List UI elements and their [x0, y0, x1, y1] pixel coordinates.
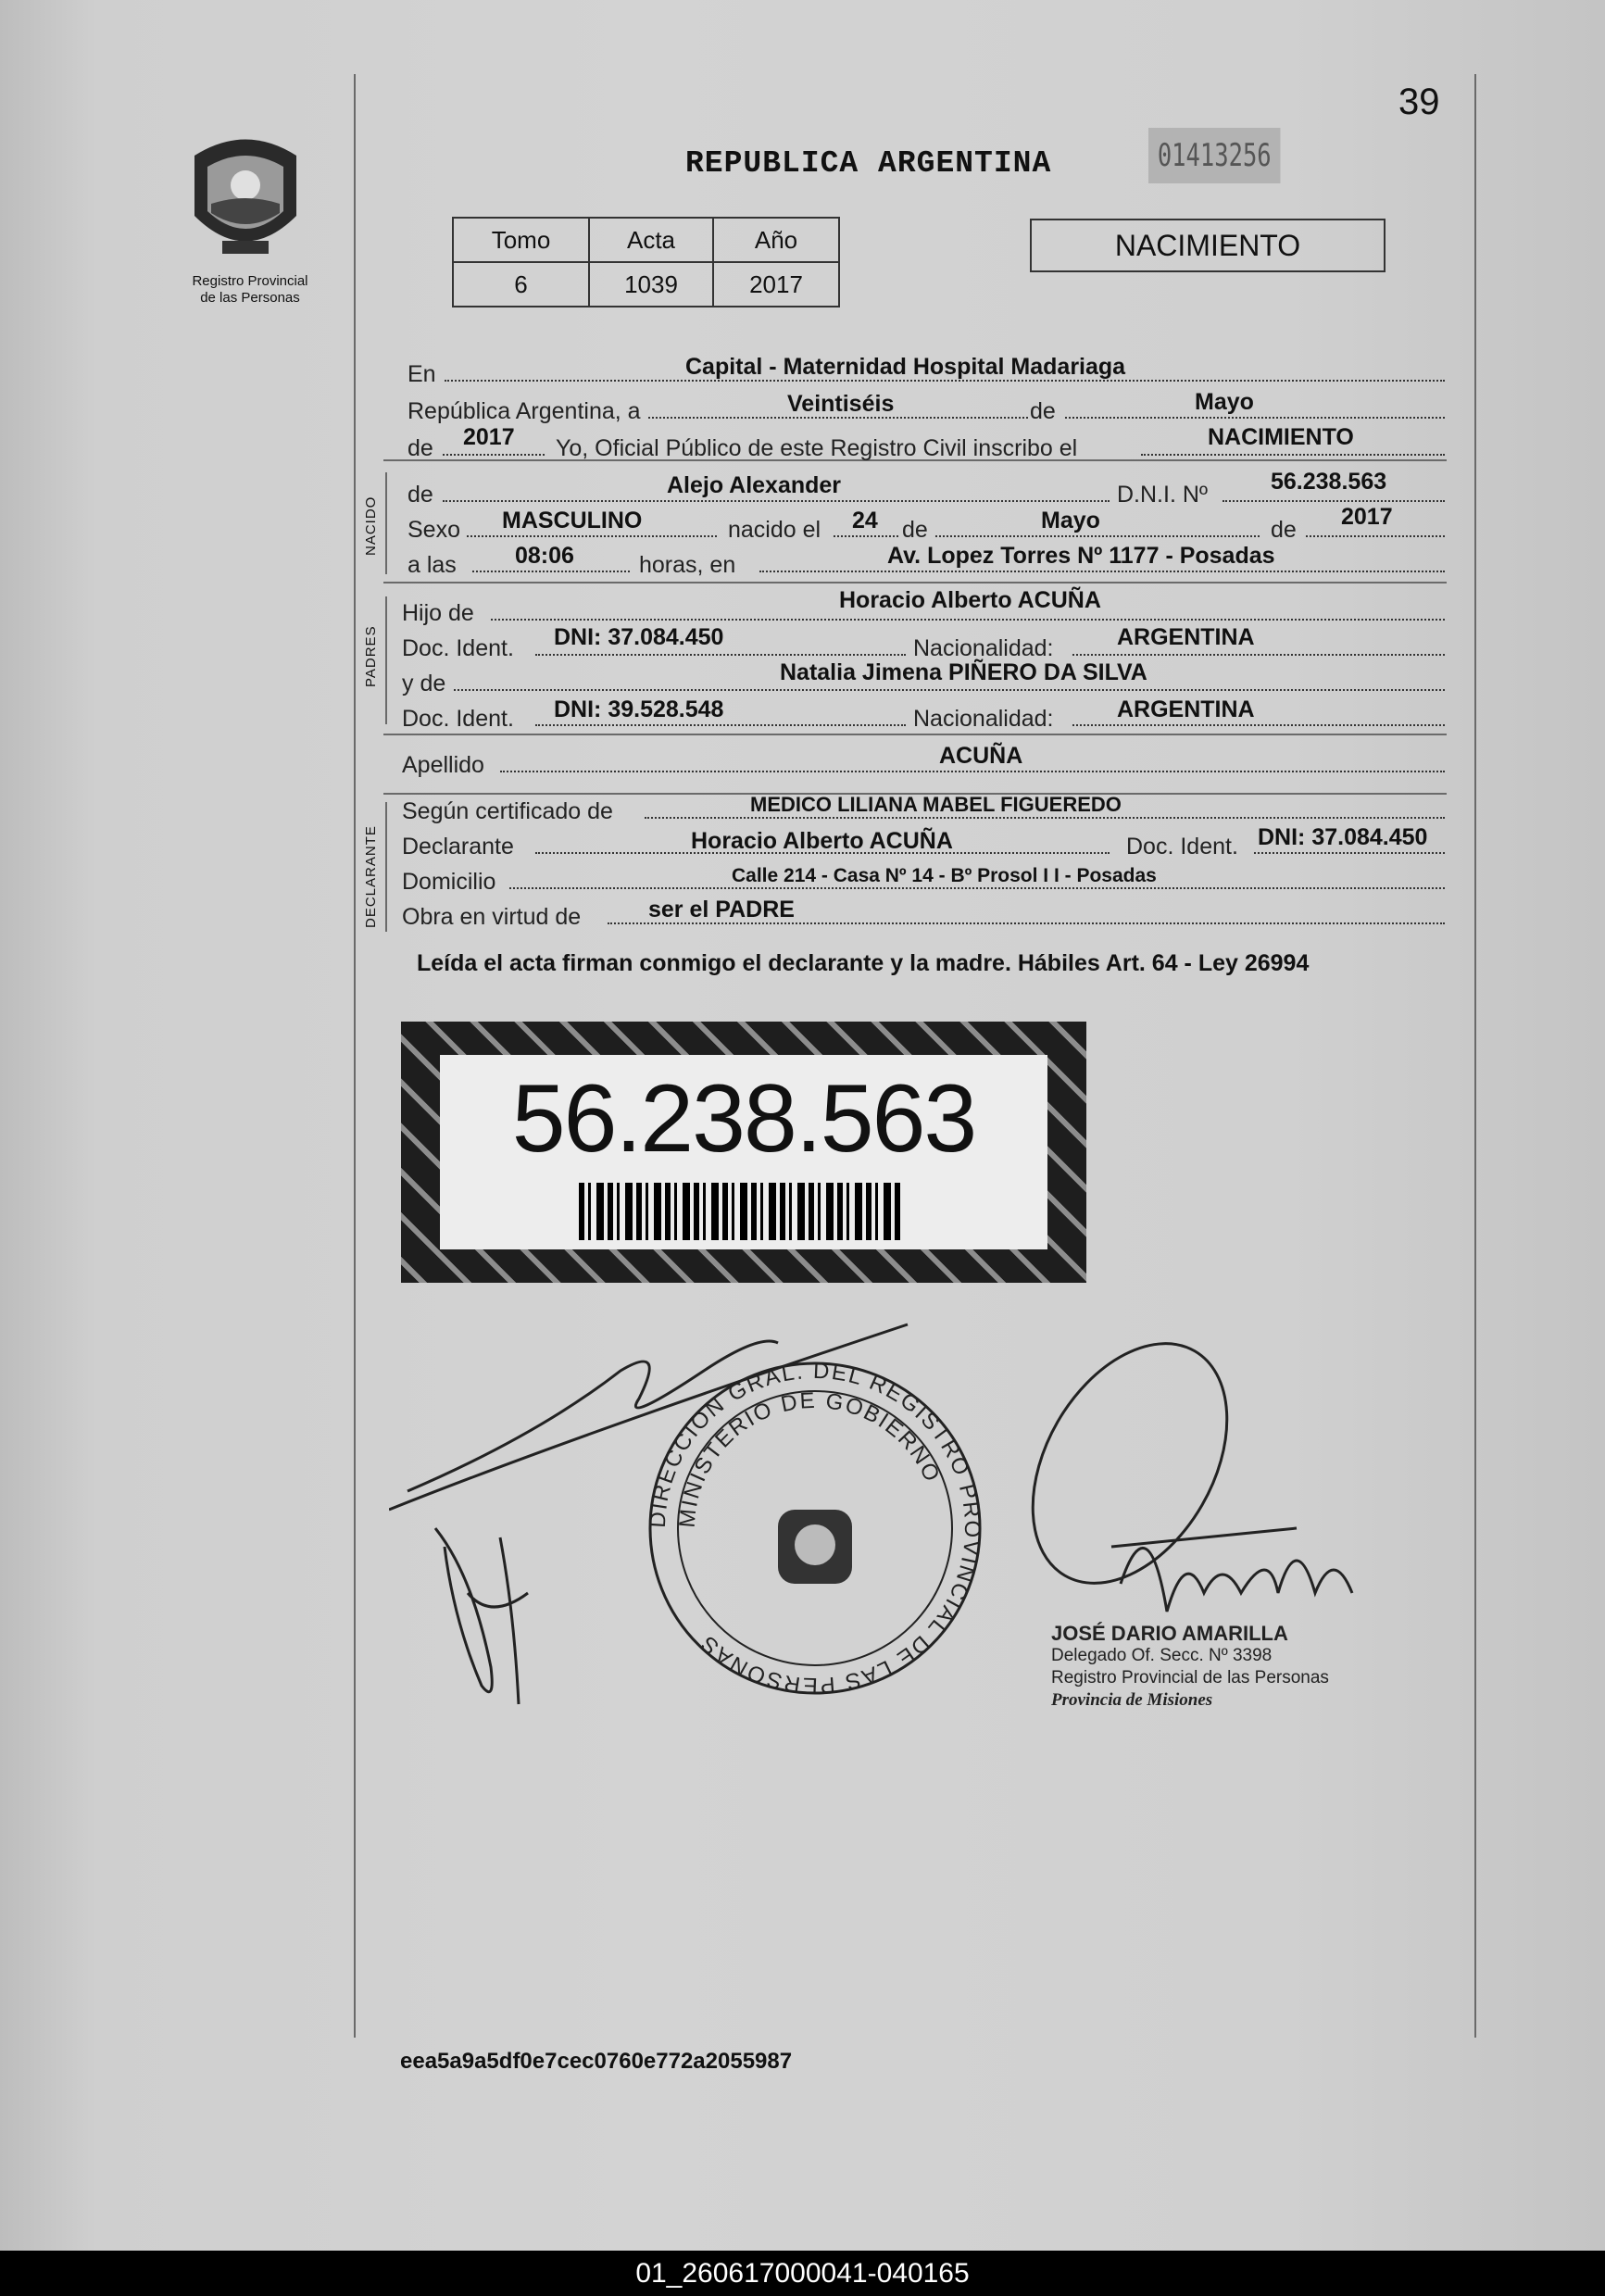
stamp-inner-text: MINISTERIO DE GOBIERNO [674, 1387, 946, 1529]
value-declarante: Horacio Alberto ACUÑA [691, 828, 953, 854]
dots-acto [1141, 454, 1445, 456]
dni-sticker-number: 56.238.563 [511, 1065, 976, 1173]
value-anio: 2017 [713, 262, 839, 307]
label-de-mes-nac: de [902, 517, 928, 543]
footer-id: 01_260617000041-040165 [0, 2251, 1605, 2296]
label-sexo: Sexo [408, 517, 460, 543]
record-type-box: NACIMIENTO [1030, 219, 1386, 272]
separator-3 [383, 734, 1447, 735]
label-en: En [408, 361, 436, 387]
header-acta: Acta [589, 218, 713, 262]
section-label-declarante: DECLARANTE [363, 825, 379, 928]
value-nombre: Alejo Alexander [667, 472, 842, 498]
value-declarante-doc: DNI: 37.084.450 [1258, 824, 1428, 850]
dots-padre-nac [1072, 654, 1445, 656]
label-de-anio: de [408, 435, 433, 461]
label-nacionalidad-padre: Nacionalidad: [913, 635, 1054, 661]
legal-note: Leída el acta firman conmigo el declarante y la madre. Hábiles Art. 64 - Ley 26994 [417, 950, 1310, 976]
official-name: JOSÉ DARIO AMARILLA [1051, 1622, 1288, 1645]
value-padre-doc: DNI: 37.084.450 [554, 624, 724, 650]
section-bar-declarante [385, 802, 387, 932]
value-mes: Mayo [1195, 389, 1254, 415]
dots-madre [454, 689, 1445, 691]
value-madre-nac: ARGENTINA [1117, 696, 1255, 722]
official-role: Delegado Of. Secc. Nº 3398 [1051, 1646, 1273, 1665]
right-margin-line [1474, 74, 1476, 2038]
serial-number: 01413256 [1148, 128, 1281, 183]
label-de-nombre: de [408, 482, 433, 508]
label-a-las: a las [408, 552, 457, 578]
dots-dni [1223, 500, 1445, 502]
label-doc-ident-declarante: Doc. Ident. [1126, 834, 1238, 859]
document-hash: eea5a9a5df0e7cec0760e772a2055987 [400, 2049, 793, 2074]
label-republica: República Argentina, a [408, 398, 641, 424]
dots-domicilio [509, 887, 1445, 889]
logo-caption-line2: de las Personas [200, 290, 300, 306]
label-nacido-el: nacido el [728, 517, 821, 543]
value-obra: ser el PADRE [648, 897, 795, 922]
value-hora: 08:06 [515, 543, 574, 569]
dots-sexo [467, 535, 717, 537]
label-de: de [1030, 398, 1056, 424]
dni-sticker [401, 1022, 1086, 1283]
label-obra: Obra en virtud de [402, 904, 582, 930]
barcode [579, 1183, 903, 1240]
dni-sticker-label [440, 1055, 1047, 1249]
official-org: Registro Provincial de las Personas [1051, 1668, 1329, 1687]
dots-declarante-doc [1254, 852, 1445, 854]
section-bar-nacido [385, 472, 387, 574]
section-label-nacido: NACIDO [363, 496, 379, 556]
value-lugar: Capital - Maternidad Hospital Madariaga [685, 354, 1126, 380]
official-signature-block [1051, 1623, 1440, 1712]
misiones-seal-logo [176, 128, 315, 267]
page-number: 39 [1398, 82, 1440, 122]
label-apellido: Apellido [402, 752, 484, 778]
label-dni: D.N.I. Nº [1117, 482, 1209, 508]
official-province: Provincia de Misiones [1051, 1690, 1213, 1710]
value-domicilio: Calle 214 - Casa Nº 14 - Bº Prosol I I - Posadas [732, 865, 1157, 886]
dots-hora [472, 571, 630, 572]
dots-anio [443, 454, 545, 456]
value-padre: Horacio Alberto ACUÑA [839, 587, 1101, 613]
dots-madre-nac [1072, 724, 1445, 726]
label-hijo-de: Hijo de [402, 600, 474, 626]
value-apellido: ACUÑA [939, 743, 1023, 769]
value-mes-nac: Mayo [1041, 508, 1100, 533]
value-padre-nac: ARGENTINA [1117, 624, 1255, 650]
logo-caption-line1: Registro Provincial [192, 273, 308, 289]
label-yo: Yo, Oficial Público de este Registro Civil inscribo el [556, 435, 1078, 461]
label-doc-ident-padre: Doc. Ident. [402, 635, 514, 661]
dots-padre [491, 619, 1445, 621]
dots-mes [1065, 417, 1445, 419]
label-domicilio: Domicilio [402, 869, 496, 895]
value-direccion: Av. Lopez Torres Nº 1177 - Posadas [887, 543, 1275, 569]
label-nacionalidad-madre: Nacionalidad: [913, 706, 1054, 732]
label-doc-ident-madre: Doc. Ident. [402, 706, 514, 732]
label-y-de: y de [402, 671, 446, 696]
dots-direccion [759, 571, 1445, 572]
stamp-outer-text: DIRECCION GRAL. DEL REGISTRO PROVINCIAL DE LAS PERSONAS [645, 1358, 985, 1699]
header-anio: Año [713, 218, 839, 262]
document-title: REPUBLICA ARGENTINA [685, 146, 1052, 181]
value-anio: 2017 [463, 424, 515, 450]
value-dia-nac: 24 [852, 508, 878, 533]
dots-madre-doc [535, 724, 906, 726]
value-acto: NACIMIENTO [1208, 424, 1354, 450]
left-margin-line [354, 74, 356, 2038]
dots-nombre [443, 500, 1110, 502]
dots-certificado [645, 817, 1445, 819]
value-dni: 56.238.563 [1271, 469, 1387, 495]
value-tomo: 6 [453, 262, 589, 307]
label-de-anio-nac: de [1271, 517, 1297, 543]
dots-mes-nac [935, 535, 1260, 537]
dots-padre-doc [535, 654, 906, 656]
right-signature [993, 1315, 1352, 1617]
dots-apellido [500, 771, 1445, 772]
logo-caption [157, 273, 343, 307]
registry-table [452, 217, 840, 307]
label-horas-en: horas, en [639, 552, 736, 578]
section-bar-padres [385, 596, 387, 724]
value-anio-nac: 2017 [1341, 504, 1393, 530]
section-label-padres: PADRES [363, 625, 379, 687]
label-declarante: Declarante [402, 834, 514, 859]
value-dia-letras: Veintiséis [787, 391, 895, 417]
value-madre: Natalia Jimena PIÑERO DA SILVA [780, 659, 1147, 685]
value-certificado: MEDICO LILIANA MABEL FIGUEREDO [750, 793, 1122, 816]
header-tomo: Tomo [453, 218, 589, 262]
value-acta: 1039 [589, 262, 713, 307]
value-madre-doc: DNI: 39.528.548 [554, 696, 724, 722]
separator-2 [383, 582, 1447, 583]
value-sexo: MASCULINO [502, 508, 643, 533]
dots-anio-nac [1306, 535, 1445, 537]
label-segun: Según certificado de [402, 798, 613, 824]
dots-dia-nac [834, 535, 898, 537]
